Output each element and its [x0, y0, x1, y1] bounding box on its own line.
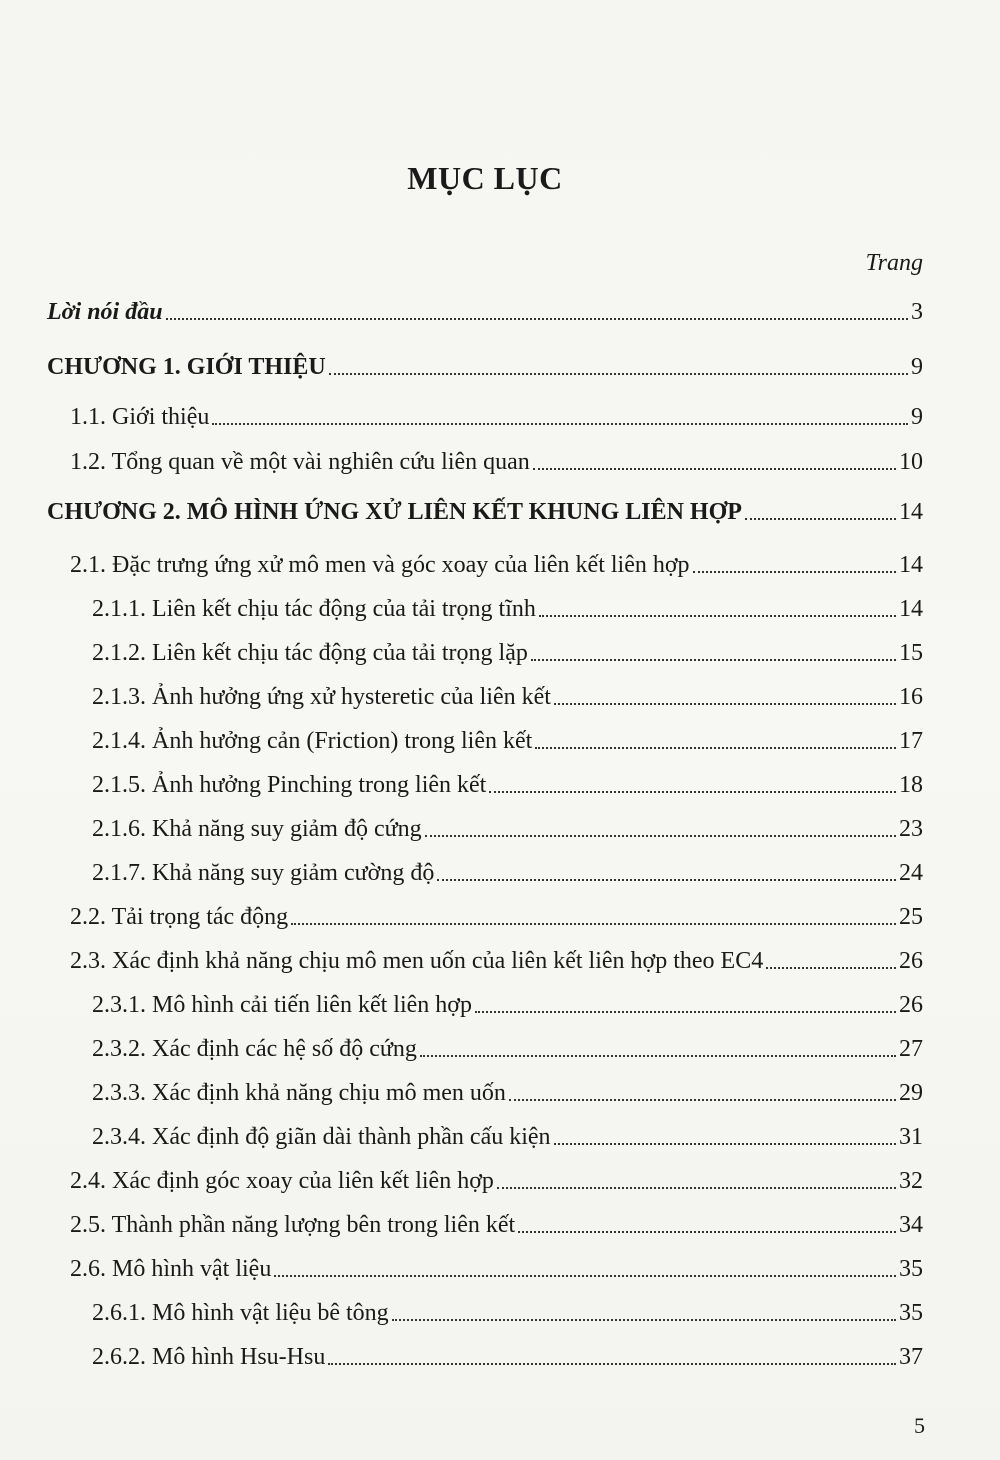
- toc-entry: [70, 395, 923, 431]
- toc-entry-page: 10: [899, 449, 923, 475]
- dot-leader: [392, 1319, 896, 1321]
- dot-leader: [745, 518, 896, 520]
- toc-entry: [92, 983, 923, 1019]
- toc-entry: [47, 345, 923, 381]
- toc-entry-label: 2.1.7. Khả năng suy giảm cường độ: [92, 860, 435, 886]
- toc-entry: [92, 763, 923, 799]
- toc-entry-label: 2.3.1. Mô hình cải tiến liên kết liên hợp: [92, 992, 472, 1018]
- toc-entry-label: CHƯƠNG 1. GIỚI THIỆU: [47, 354, 326, 380]
- dot-leader: [437, 879, 896, 881]
- page-title: MỤC LỤC: [407, 160, 563, 196]
- dot-leader: [554, 703, 896, 705]
- dot-leader: [533, 468, 896, 470]
- toc-entry: [47, 490, 923, 526]
- dot-leader: [509, 1099, 896, 1101]
- toc-entry-page: 26: [899, 948, 923, 974]
- toc-entry: [70, 939, 923, 975]
- dot-leader: [531, 659, 896, 661]
- toc-entry: [92, 675, 923, 711]
- dot-leader: [497, 1187, 896, 1189]
- toc-entry-page: 29: [899, 1080, 923, 1106]
- toc-entry-label: 2.5. Thành phần năng lượng bên trong liên kết: [70, 1212, 516, 1238]
- toc-entry-label: Lời nói đầu: [47, 299, 163, 325]
- toc-entry-page: 18: [899, 772, 923, 798]
- toc-entry-label: 2.1.5. Ảnh hưởng Pinching trong liên kết: [92, 772, 487, 798]
- toc-entry-label: 2.3. Xác định khả năng chịu mô men uốn của liên kết liên hợp theo EC4: [70, 948, 764, 974]
- dot-leader: [535, 747, 896, 749]
- toc-entry-page: 15: [899, 640, 923, 666]
- toc-entry-page: 3: [911, 299, 923, 325]
- toc-entry-page: 31: [899, 1124, 923, 1150]
- toc-entry-label: 2.1.6. Khả năng suy giảm độ cứng: [92, 816, 422, 842]
- toc-entry-page: 35: [899, 1300, 923, 1326]
- toc-entry-page: 9: [911, 354, 923, 380]
- dot-leader: [329, 373, 908, 375]
- toc-entry: [92, 631, 923, 667]
- toc-entry-label: 2.1.4. Ảnh hưởng cản (Friction) trong liên kết: [92, 728, 533, 754]
- toc-entry: [92, 587, 923, 623]
- dot-leader: [212, 423, 908, 425]
- toc-entry-label: 2.2. Tải trọng tác động: [70, 904, 289, 930]
- footer-page-number: 5: [914, 1413, 925, 1438]
- page-column-header: Trang: [865, 250, 923, 276]
- toc-entry-page: 34: [899, 1212, 923, 1238]
- dot-leader: [539, 615, 896, 617]
- toc-entry: [92, 1071, 923, 1107]
- dot-leader: [489, 791, 896, 793]
- toc-entry-page: 14: [899, 499, 923, 525]
- toc-entry: [92, 1027, 923, 1063]
- dot-leader: [166, 318, 908, 320]
- toc-entry-label: 2.3.4. Xác định độ giãn dài thành phần cấu kiện: [92, 1124, 551, 1150]
- dot-leader: [328, 1363, 896, 1365]
- toc-entry-label: 2.1.2. Liên kết chịu tác động của tải trọng lặp: [92, 640, 528, 666]
- toc-entry-label: CHƯƠNG 2. MÔ HÌNH ỨNG XỬ LIÊN KẾT KHUNG LIÊN HỢP: [47, 499, 742, 525]
- toc-entry-page: 23: [899, 816, 923, 842]
- toc-entry: [70, 1203, 923, 1239]
- toc-entry: [70, 543, 923, 579]
- toc-entry-label: 2.1.3. Ảnh hưởng ứng xử hysteretic của liên kết: [92, 684, 551, 710]
- toc-entry-label: 2.6. Mô hình vật liệu: [70, 1256, 272, 1282]
- toc-entry-page: 24: [899, 860, 923, 886]
- toc-entry-label: 2.1. Đặc trưng ứng xử mô men và góc xoay của liên kết liên hợp: [70, 552, 690, 578]
- dot-leader: [554, 1143, 896, 1145]
- toc-entry: [92, 851, 923, 887]
- dot-leader: [420, 1055, 896, 1057]
- toc-entry-label: 2.1.1. Liên kết chịu tác động của tải trọng tĩnh: [92, 596, 536, 622]
- toc-entry: [70, 895, 923, 931]
- toc-entry-page: 37: [899, 1344, 923, 1370]
- toc-entry-label: 1.1. Giới thiệu: [70, 404, 210, 430]
- toc-entry: [92, 719, 923, 755]
- toc-entry-page: 32: [899, 1168, 923, 1194]
- dot-leader: [766, 967, 896, 969]
- dot-leader: [475, 1011, 896, 1013]
- dot-leader: [274, 1275, 896, 1277]
- toc-entry: [92, 1335, 923, 1371]
- dot-leader: [425, 835, 896, 837]
- toc-entry-label: 2.4. Xác định góc xoay của liên kết liên hợp: [70, 1168, 494, 1194]
- toc-entry-page: 27: [899, 1036, 923, 1062]
- toc-entry-page: 9: [911, 404, 923, 430]
- toc-entry-page: 25: [899, 904, 923, 930]
- toc-entry-label: 2.3.2. Xác định các hệ số độ cứng: [92, 1036, 417, 1062]
- dot-leader: [291, 923, 896, 925]
- toc-entry-label: 2.6.2. Mô hình Hsu-Hsu: [92, 1344, 326, 1370]
- toc-entry-label: 1.2. Tổng quan về một vài nghiên cứu liên quan: [70, 449, 530, 475]
- toc-entry: [70, 1247, 923, 1283]
- toc-entry: [70, 440, 923, 476]
- dot-leader: [693, 571, 896, 573]
- toc-entry: [92, 807, 923, 843]
- toc-entry-page: 14: [899, 596, 923, 622]
- toc-entry-label: 2.6.1. Mô hình vật liệu bê tông: [92, 1300, 389, 1326]
- toc-entry: [70, 1159, 923, 1195]
- toc-entry-page: 35: [899, 1256, 923, 1282]
- toc-entry: [47, 290, 923, 326]
- toc-entry-page: 26: [899, 992, 923, 1018]
- toc-entry-label: 2.3.3. Xác định khả năng chịu mô men uốn: [92, 1080, 506, 1106]
- toc-entry: [92, 1115, 923, 1151]
- dot-leader: [518, 1231, 896, 1233]
- toc-entry-page: 17: [899, 728, 923, 754]
- toc-entry: [92, 1291, 923, 1327]
- toc-entry-page: 16: [899, 684, 923, 710]
- toc-entry-page: 14: [899, 552, 923, 578]
